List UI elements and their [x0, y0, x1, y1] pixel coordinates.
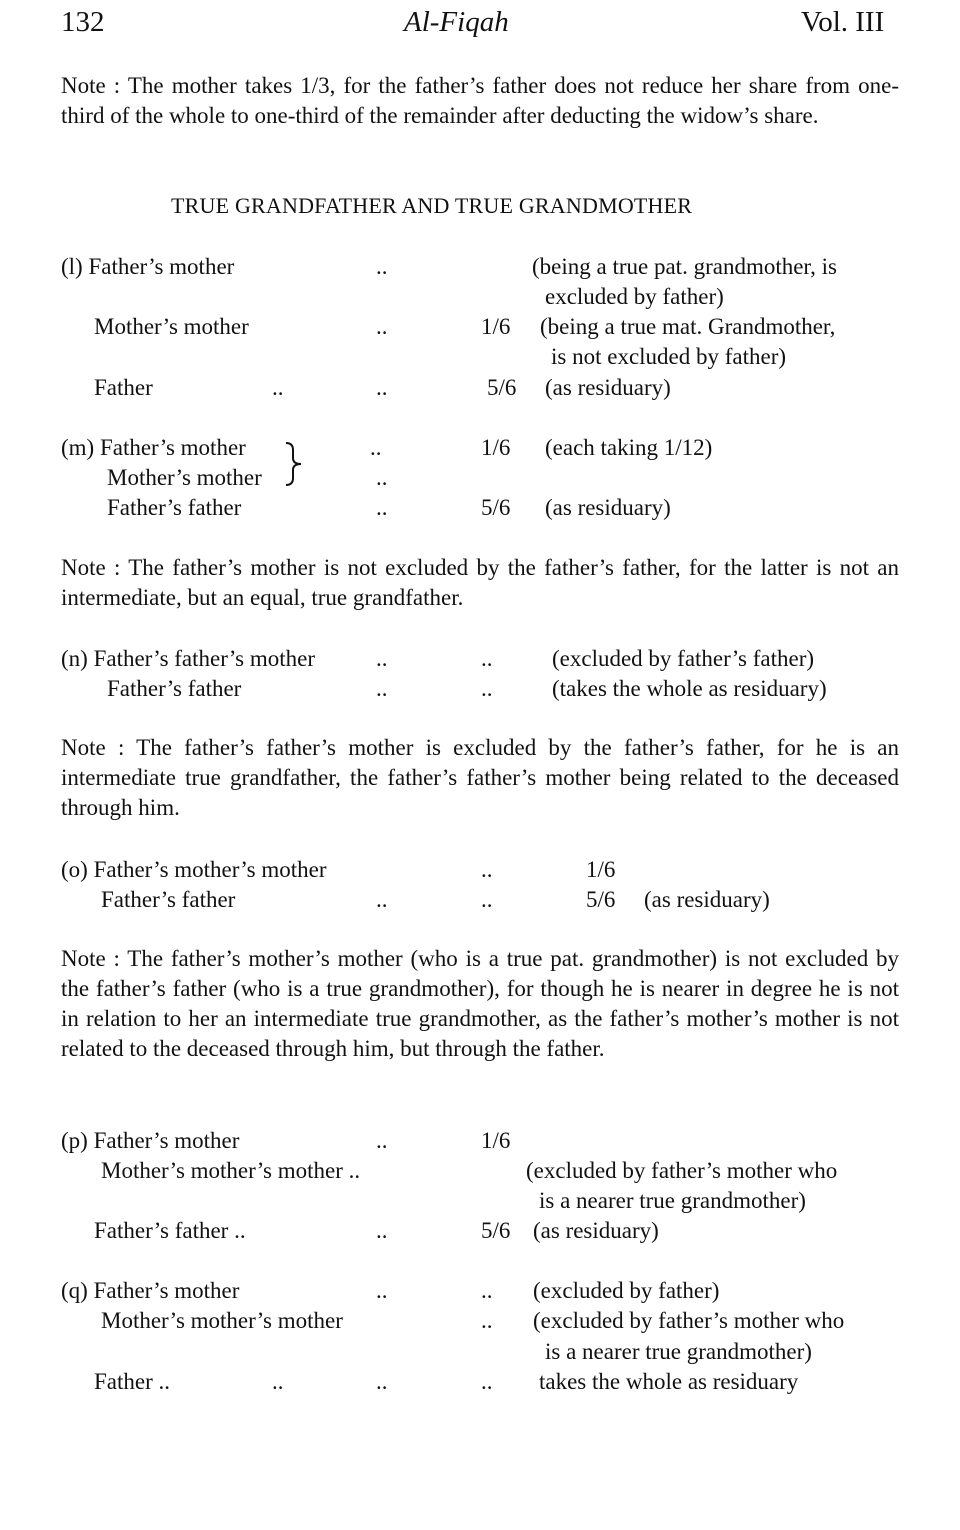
case-n-label-1: (n) Father’s father’s mother — [61, 646, 315, 671]
case-p-share-1: 1/6 — [481, 1128, 511, 1153]
leader-dots: .. — [376, 646, 388, 671]
case-o-share-2: 5/6 — [586, 887, 616, 912]
leader-dots: .. — [376, 254, 388, 279]
case-n-note-1: (excluded by father’s father) — [552, 646, 815, 671]
case-m-share-1: 1/6 — [481, 435, 511, 460]
leader-dots: .. — [376, 1218, 388, 1243]
case-q-note-1: (excluded by father) — [533, 1278, 720, 1303]
leader-dots: .. — [481, 887, 493, 912]
case-l-note-2a: (being a true mat. Grandmother, — [540, 314, 836, 339]
case-l-share-2: 1/6 — [481, 314, 511, 339]
case-n-label-2: Father’s father — [107, 676, 242, 701]
curly-brace-icon — [284, 440, 306, 488]
case-p-note-3: (as residuary) — [533, 1218, 659, 1243]
case-q-label-3: Father .. — [94, 1369, 171, 1394]
leader-dots: .. — [272, 375, 284, 400]
case-l-note-3: (as residuary) — [545, 375, 671, 400]
case-l-share-3: 5/6 — [487, 375, 517, 400]
case-p-note-2b: is a nearer true grandmother) — [539, 1188, 806, 1213]
leader-dots: .. — [376, 1128, 388, 1153]
leader-dots: .. — [376, 465, 388, 490]
case-o-label-1: (o) Father’s mother’s mother — [61, 857, 327, 882]
leader-dots: .. — [376, 1369, 388, 1394]
leader-dots: .. — [481, 646, 493, 671]
case-p-label-3: Father’s father .. — [94, 1218, 246, 1243]
case-l-label-1: (l) Father’s mother — [61, 254, 235, 279]
case-m-note-1: (each taking 1/12) — [545, 435, 713, 460]
running-title: Al-Fiqah — [404, 6, 509, 38]
case-n-note-2: (takes the whole as residuary) — [552, 676, 827, 701]
leader-dots: .. — [481, 1369, 493, 1394]
case-p-share-3: 5/6 — [481, 1218, 511, 1243]
leader-dots: .. — [376, 314, 388, 339]
case-p-label-2: Mother’s mother’s mother .. — [101, 1158, 361, 1183]
case-q-label-2: Mother’s mother’s mother — [101, 1308, 343, 1333]
page-number: 132 — [61, 6, 105, 38]
leader-dots: .. — [481, 1308, 493, 1333]
case-o-share-1: 1/6 — [586, 857, 616, 882]
case-o-note-2: (as residuary) — [644, 887, 770, 912]
case-l-label-2: Mother’s mother — [94, 314, 249, 339]
leader-dots: .. — [376, 676, 388, 701]
case-q-note-2b: is a nearer true grandmother) — [545, 1339, 812, 1364]
case-m-label-3: Father’s father — [107, 495, 242, 520]
leader-dots: .. — [376, 375, 388, 400]
leader-dots: .. — [376, 1278, 388, 1303]
leader-dots: .. — [481, 676, 493, 701]
volume-label: Vol. III — [801, 6, 885, 38]
case-q-note-2a: (excluded by father’s mother who — [533, 1308, 845, 1333]
case-l-label-3: Father — [94, 375, 153, 400]
case-p-label-1: (p) Father’s mother — [61, 1128, 240, 1153]
case-o-label-2: Father’s father — [101, 887, 236, 912]
case-m-label-2: Mother’s mother — [107, 465, 262, 490]
leader-dots: .. — [376, 887, 388, 912]
leader-dots: .. — [481, 1278, 493, 1303]
case-l-note-1a: (being a true pat. grandmother, is — [532, 254, 838, 279]
case-m-share-3: 5/6 — [481, 495, 511, 520]
case-l-note-2b: is not excluded by father) — [551, 344, 787, 369]
leader-dots: .. — [376, 495, 388, 520]
leader-dots: .. — [272, 1369, 284, 1394]
case-m-note-3: (as residuary) — [545, 495, 671, 520]
case-l-note-1b: excluded by father) — [545, 284, 724, 309]
note-paragraph: Note : The father’s father’s mother is excluded by the father’s father, for he is an intermediate true grandfather, the father’s father’s mother being related to the deceased through him. — [61, 735, 899, 820]
case-m-label-1: (m) Father’s mother — [61, 435, 246, 460]
leader-dots: .. — [370, 435, 382, 460]
note-paragraph: Note : The father’s mother is not excluded by the father’s father, for the latter is not an intermediate, but an equal, true grandfather. — [61, 555, 899, 610]
note-paragraph: Note : The father’s mother’s mother (who is a true pat. grandmother) is not excluded by the father’s father (who is a true grandmother), for though he is nearer in degree he is not in relation to her an intermediate true grandmother, as the father’s mother’s mother is not related to the deceased through him, but through the father. — [61, 946, 899, 1061]
note-paragraph: Note : The mother takes 1/3, for the father’s father does not reduce her share from one-third of the whole to one-third of the remainder after deducting the widow’s share. — [61, 73, 899, 128]
leader-dots: .. — [481, 857, 493, 882]
case-q-label-1: (q) Father’s mother — [61, 1278, 240, 1303]
case-q-note-3: takes the whole as residuary — [539, 1369, 799, 1394]
case-p-note-2a: (excluded by father’s mother who — [526, 1158, 838, 1183]
section-heading: TRUE GRANDFATHER AND TRUE GRANDMOTHER — [171, 193, 693, 218]
